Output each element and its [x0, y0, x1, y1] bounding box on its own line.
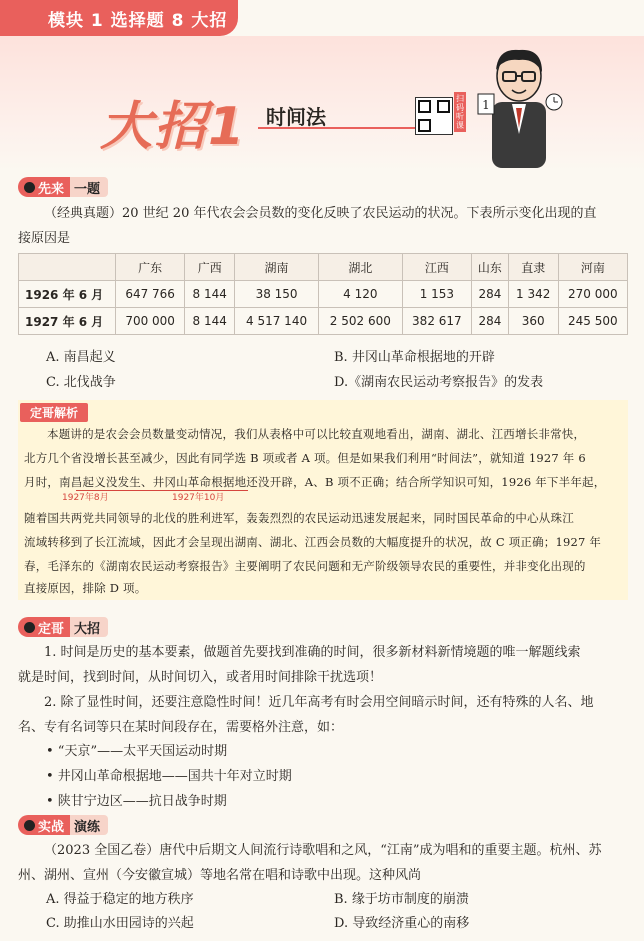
table-row — [19, 308, 628, 335]
table-row-label: 1927 年 6 月 — [19, 308, 116, 335]
module-label: 模块 1 选择题 8 大招 — [48, 11, 228, 31]
table-cell: 245 500 — [558, 308, 627, 335]
table-cell: 1 153 — [402, 281, 471, 308]
section-icon — [24, 820, 35, 831]
table-cell: 382 617 — [402, 308, 471, 335]
section-tag-first-question: 先来 一题 — [18, 177, 108, 197]
practice-question-line: （2023 全国乙卷）唐代中后期文人间流行诗歌唱和之风，“江南”成为唱和的重要主题。杭州、苏 — [44, 843, 602, 858]
qr-label: 扫码听课 — [456, 94, 464, 130]
table-cell: 284 — [472, 281, 509, 308]
analysis-tag: 定哥解析 — [20, 403, 88, 422]
question-line-2: 接原因是 — [18, 231, 71, 246]
table-cell: 2 502 600 — [318, 308, 402, 335]
table-header-row — [19, 254, 628, 281]
option-b[interactable]: B. 井冈山革命根据地的开辟 — [334, 350, 495, 365]
table-header-cell — [19, 254, 116, 281]
handwritten-note: 1927年10月 — [172, 493, 225, 503]
tip-line: 就是时间，找到时间，从时间切入，或者用时间排除干扰选项！ — [18, 670, 383, 685]
table-header-cell: 湖南 — [235, 254, 319, 281]
table-header-cell: 山东 — [472, 254, 509, 281]
section-icon — [24, 182, 35, 193]
table-header-cell: 湖北 — [318, 254, 402, 281]
example-bullet: • 井冈山革命根据地——国共十年对立时期 — [46, 769, 292, 784]
membership-table — [18, 253, 628, 335]
sub-title: 时间法 — [266, 105, 326, 129]
analysis-line: 流域转移到了长江流域，因此才会呈现出湖南、湖北、江西会员数的大幅度提升的状况，故 C 项正确；1927 年 — [24, 535, 602, 549]
table-cell: 360 — [508, 308, 558, 335]
tip-line: 1. 时间是历史的基本要素，做题首先要找到准确的时间，很多新材料新情境题的唯一解题线索 — [44, 645, 581, 660]
qr-code-icon[interactable] — [415, 97, 453, 135]
table-cell: 8 144 — [185, 281, 235, 308]
table-header-cell: 直隶 — [508, 254, 558, 281]
table-row-label: 1926 年 6 月 — [19, 281, 116, 308]
tip-line: 名、专有名词等只在某时间段存在，需要格外注意，如： — [18, 720, 344, 735]
teacher-mascot-icon — [474, 42, 564, 170]
table-cell: 647 766 — [116, 281, 185, 308]
svg-text:1: 1 — [482, 98, 490, 112]
table-header-cell: 江西 — [402, 254, 471, 281]
option-d[interactable]: D.《湖南农民运动考察报告》的发表 — [334, 375, 544, 390]
practice-option-c[interactable]: C. 助推山水田园诗的兴起 — [46, 916, 194, 931]
tip-line: 2. 除了显性时间，还要注意隐性时间！近几年高考有时会用空间暗示时间，还有特殊的人名、地 — [44, 695, 594, 710]
table-cell: 700 000 — [116, 308, 185, 335]
table-header-cell: 河南 — [558, 254, 627, 281]
analysis-line: 春，毛泽东的《湖南农民运动考察报告》主要阐明了农民问题和无产阶级领导农民的重要性，并非变化出现的 — [24, 559, 586, 573]
practice-option-a[interactable]: A. 得益于稳定的地方秩序 — [46, 892, 194, 907]
section-tag-practice: 实战 演练 — [18, 815, 108, 835]
table-cell: 270 000 — [558, 281, 627, 308]
analysis-line: 北方几个省没增长甚至减少，因此有同学选 B 项或者 A 项。但是如果我们利用“时间法”，就知道 1927 年 6 — [24, 451, 586, 465]
table-cell: 4 517 140 — [235, 308, 319, 335]
analysis-line: 随着国共两党共同领导的北伐的胜利进军，轰轰烈烈的农民运动迅速发展起来，同时国民革命的中心从珠江 — [24, 511, 574, 525]
table-cell: 4 120 — [318, 281, 402, 308]
section-icon — [24, 622, 35, 633]
practice-option-d[interactable]: D. 导致经济重心的南移 — [334, 916, 470, 931]
table-cell: 38 150 — [235, 281, 319, 308]
table-cell: 8 144 — [185, 308, 235, 335]
table-cell: 1 342 — [508, 281, 558, 308]
example-bullet: • 陕甘宁边区——抗日战争时期 — [46, 794, 227, 809]
table-row — [19, 281, 628, 308]
option-a[interactable]: A. 南昌起义 — [46, 350, 116, 365]
table-header-cell: 广西 — [185, 254, 235, 281]
handwritten-note: 1927年8月 — [62, 493, 109, 503]
practice-question-line: 州、湖州、宣州（今安徽宣城）等地名常在唱和诗歌中出现。这种风尚 — [18, 868, 422, 883]
example-bullet: • “天京”——太平天国运动时期 — [46, 744, 228, 759]
section-tag-big-trick: 定哥 大招 — [18, 617, 108, 637]
analysis-line: 月时，南昌起义没发生、井冈山革命根据地还没开辟，A、B 项不正确；结合所学知识可知，1926 年下半年起， — [24, 475, 606, 489]
question-line-1: （经典真题）20 世纪 20 年代农会会员数的变化反映了农民运动的状况。下表所示变化出现的直 — [44, 206, 597, 221]
option-c[interactable]: C. 北伐战争 — [46, 375, 116, 390]
table-cell: 284 — [472, 308, 509, 335]
big-title: 大招1 — [100, 97, 247, 157]
analysis-line: 本题讲的是农会会员数量变动情况，我们从表格中可以比较直观地看出，湖南、湖北、江西增长非常快， — [47, 427, 586, 441]
table-header-cell: 广东 — [116, 254, 185, 281]
analysis-line: 直接原因，排除 D 项。 — [24, 581, 147, 595]
practice-option-b[interactable]: B. 缘于坊市制度的崩溃 — [334, 892, 469, 907]
